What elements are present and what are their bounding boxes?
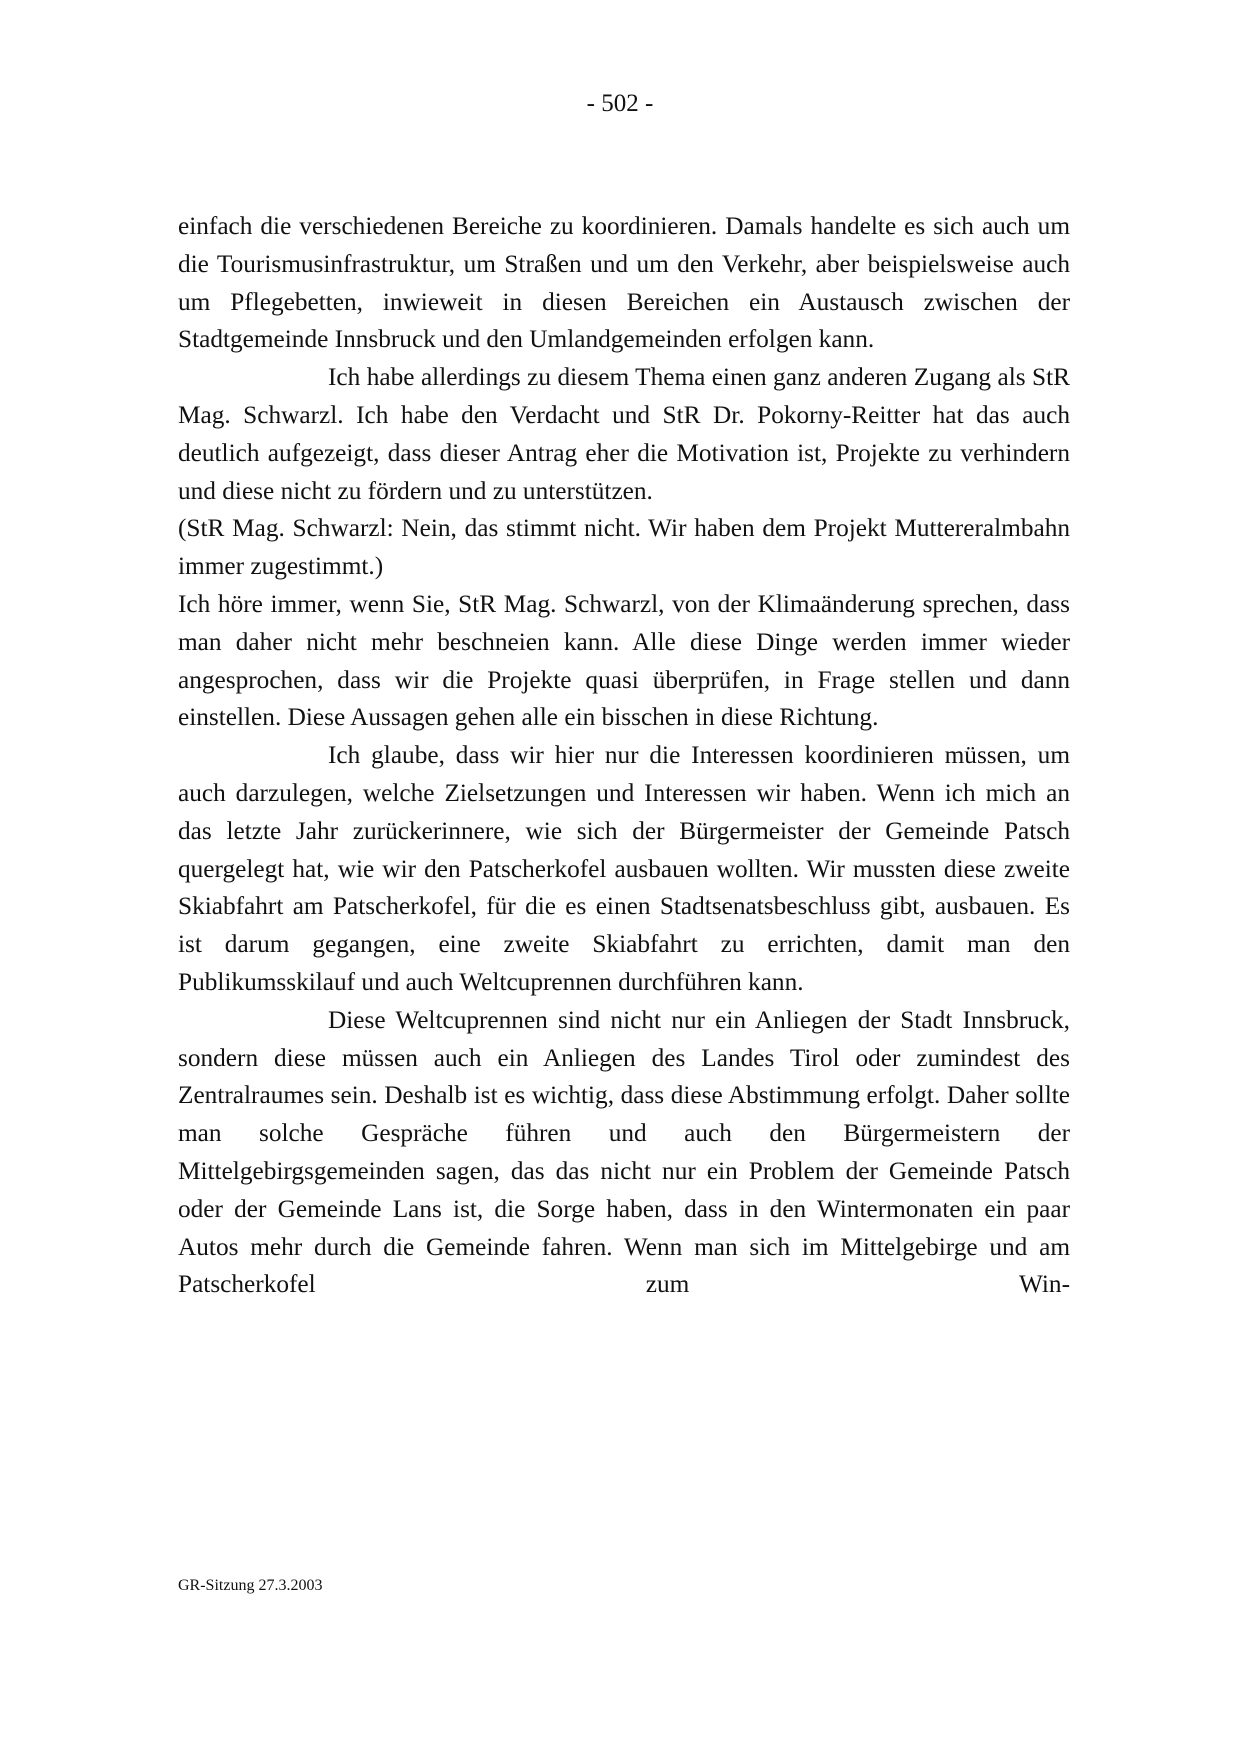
document-body xyxy=(178,208,1070,1304)
paragraph-interjection: (StR Mag. Schwarzl: Nein, das stimmt nicht. Wir haben dem Projekt Muttereralmbahn immer zugestimmt.) xyxy=(178,514,1070,581)
paragraph-4: Ich glaube, dass wir hier nur die Interessen koordinieren müssen, um auch darzulegen, welche Zielsetzungen und Interessen wir haben. Wenn ich mich an das letzte Jahr zurückerinnere, wie sich der Bürgermeister der Gemeinde Patsch quergelegt hat, wie wir den Patscherkofel ausbauen wollten. Wir mussten diese zweite Skiabfahrt am Patscherkofel, für die es einen Stadtsenatsbeschluss gibt, ausbauen. Es ist darum gegangen, eine zweite Skiabfahrt zu errichten, damit man den Publikumsskilauf und auch Weltcuprennen durchführen kann. xyxy=(178,741,1070,996)
page-number: - 502 - xyxy=(586,90,654,117)
paragraph-3: Ich höre immer, wenn Sie, StR Mag. Schwarzl, von der Klimaänderung sprechen, dass man daher nicht mehr beschneien kann. Alle diese Dinge werden immer wieder angesprochen, dass wir die Projekte quasi überprüfen, in Frage stellen und dann einstellen. Diese Aussagen gehen alle ein bisschen in diese Richtung. xyxy=(178,589,1070,732)
paragraph-5: Diese Weltcuprennen sind nicht nur ein Anliegen der Stadt Innsbruck, sondern diese müssen auch ein Anliegen des Landes Tirol oder zumindest des Zentralraumes sein. Deshalb ist es wichtig, dass diese Abstimmung erfolgt. Daher sollte man solche Gespräche führen und auch den Bürgermeistern der Mittelgebirgsgemeinden sagen, das das nicht nur ein Problem der Gemeinde Patsch oder der Gemeinde Lans ist, die Sorge haben, dass in den Wintermonaten ein paar Autos mehr durch die Gemeinde fahren. Wenn man sich im Mittelgebirge und am Patscherkofel zum Win- xyxy=(178,1005,1070,1299)
paragraph-2: Ich habe allerdings zu diesem Thema einen ganz anderen Zugang als StR Mag. Schwarzl. Ich habe den Verdacht und StR Dr. Pokorny-Reitter hat das auch deutlich aufgezeigt, dass dieser Antrag eher die Motivation ist, Projekte zu verhindern und diese nicht zu fördern und zu unterstützen. xyxy=(178,363,1070,505)
paragraph-1: einfach die verschiedenen Bereiche zu koordinieren. Damals handelte es sich auch um die Tourismusinfrastruktur, um Straßen und um den Verkehr, aber beispielsweise auch um Pflegebetten, inwieweit in diesen Bereichen ein Austausch zwischen der Stadtgemeinde Innsbruck und den Umlandgemeinden erfolgen kann. xyxy=(178,212,1070,354)
footer-session-date: GR-Sitzung 27.3.2003 xyxy=(178,1577,323,1594)
